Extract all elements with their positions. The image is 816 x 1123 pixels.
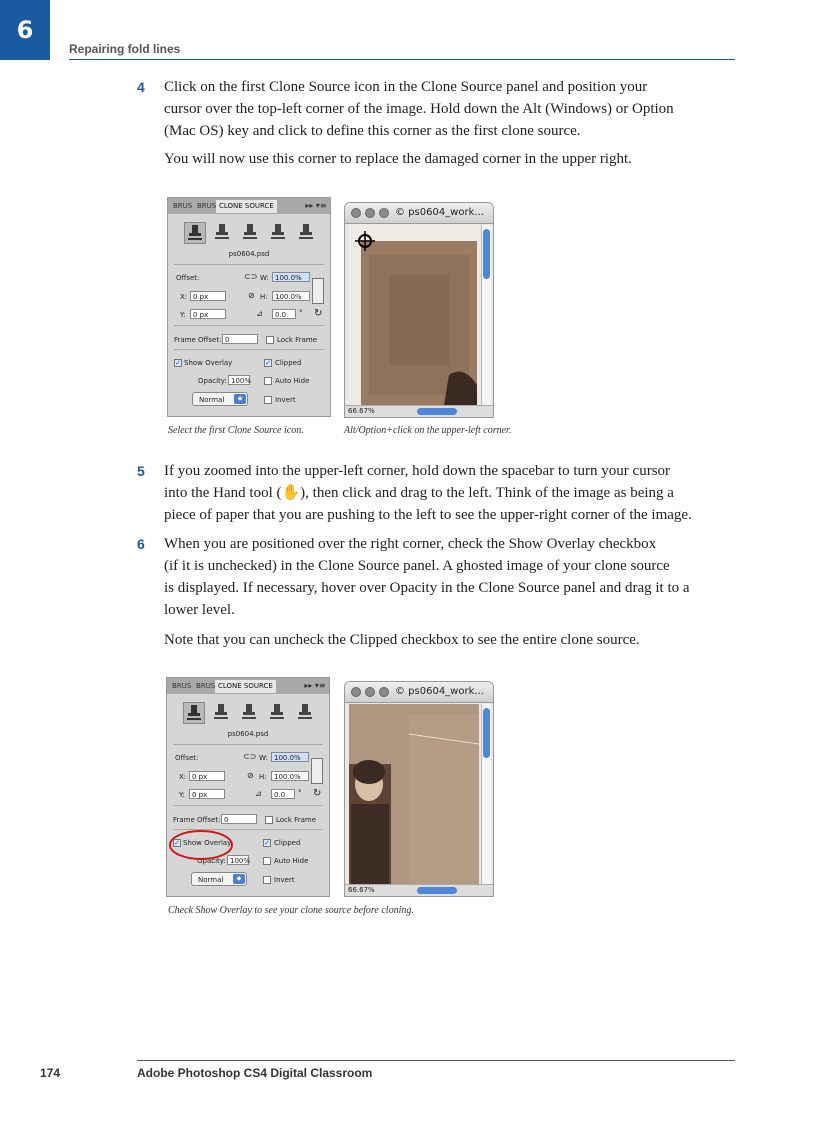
crosshair-cursor-icon xyxy=(355,231,375,251)
width-label: W: xyxy=(260,274,269,282)
source-file-name: ps0604.psd xyxy=(228,250,270,258)
flip-icon[interactable] xyxy=(312,278,324,304)
chapter-number-tab: 6 xyxy=(0,0,50,60)
blend-mode-value: Normal xyxy=(199,396,225,404)
tab-brush-presets[interactable]: BRUS xyxy=(197,202,217,210)
highlight-circle-icon xyxy=(167,828,237,862)
divider xyxy=(174,264,324,265)
y-label: Y: xyxy=(179,791,185,799)
window-title: © ps0604_work... xyxy=(395,686,484,697)
frame-offset-field[interactable]: 0 xyxy=(221,814,257,824)
divider xyxy=(173,805,323,806)
lock-frame-label: Lock Frame xyxy=(276,816,316,824)
text-line: lower level. xyxy=(164,602,235,618)
clone-stamp-icon[interactable] xyxy=(212,222,232,242)
blend-mode-select[interactable] xyxy=(192,392,248,406)
caption: Check Show Overlay to see your clone source before cloning. xyxy=(168,905,414,916)
divider xyxy=(174,325,324,326)
tab-brush[interactable]: BRUS xyxy=(173,202,193,210)
panel-tab-bar xyxy=(168,198,330,214)
clone-stamp-icon[interactable] xyxy=(211,702,231,722)
clone-source-panel xyxy=(167,197,331,417)
photo-image xyxy=(349,225,479,405)
clipped-checkbox[interactable]: ✓ xyxy=(264,839,270,847)
clone-source-icons xyxy=(184,222,324,244)
header-rule xyxy=(69,59,735,60)
y-offset-field[interactable]: 0 px xyxy=(189,789,225,799)
frame-offset-label: Frame Offset: xyxy=(174,336,222,344)
invert-checkbox[interactable] xyxy=(264,396,272,404)
text-line: Click on the first Clone Source icon in the Clone Source panel and position your xyxy=(164,79,648,95)
reset-icon[interactable]: ↻ xyxy=(314,308,323,319)
book-title: Adobe Photoshop CS4 Digital Classroom xyxy=(137,1066,373,1080)
blend-mode-value: Normal xyxy=(198,876,224,884)
clone-stamp-icon[interactable] xyxy=(268,222,288,242)
clone-stamp-icon[interactable] xyxy=(240,222,260,242)
height-label: H: xyxy=(259,773,267,781)
tab-clone-source[interactable]: CLONE SOURCE xyxy=(215,680,276,693)
vertical-scrollbar[interactable] xyxy=(481,225,491,405)
step-number: 4 xyxy=(137,79,145,95)
text-line: cursor over the top-left corner of the image. Hold down the Alt (Windows) or Option xyxy=(164,101,674,117)
y-offset-field[interactable]: 0 px xyxy=(190,309,226,319)
angle-field[interactable]: 0.0 xyxy=(271,789,295,799)
text-line: (if it is unchecked) in the Clone Source panel. A ghosted image of your clone source xyxy=(164,558,670,574)
clone-stamp-icon[interactable] xyxy=(296,222,316,242)
tab-brush-presets[interactable]: BRUS xyxy=(196,682,216,690)
clone-stamp-icon[interactable] xyxy=(267,702,287,722)
panel-menu-button[interactable]: ▸▸ ▾≡ xyxy=(304,681,326,690)
text-line: piece of paper that you are pushing to the left to see the upper-right corner of the image. xyxy=(164,507,692,523)
paragraph-after-step4: You will now use this corner to replace the damaged corner in the upper right. xyxy=(164,151,632,167)
window-title-bar xyxy=(345,203,493,224)
opacity-label[interactable]: Opacity: xyxy=(198,377,227,385)
show-overlay-checkbox[interactable]: ✓ xyxy=(175,359,181,367)
close-button[interactable] xyxy=(351,208,361,218)
angle-icon: ⊿ xyxy=(255,789,262,798)
x-label: X: xyxy=(180,293,188,301)
tab-clone-source[interactable]: CLONE SOURCE xyxy=(216,200,277,213)
step-number: 6 xyxy=(137,536,145,552)
offset-label: Offset: xyxy=(176,274,200,282)
frame-offset-label: Frame Offset: xyxy=(173,816,221,824)
step-text xyxy=(164,460,744,526)
scroll-thumb[interactable] xyxy=(483,229,490,279)
opacity-field[interactable]: 100% xyxy=(228,375,250,385)
degree-label: ° xyxy=(299,309,303,317)
document-window xyxy=(344,681,494,897)
width-field[interactable]: 100.0% xyxy=(271,752,309,762)
x-label: X: xyxy=(179,773,187,781)
step-number: 5 xyxy=(137,463,145,479)
link-icon: ⊂⊃ xyxy=(244,272,258,281)
auto-hide-checkbox[interactable] xyxy=(263,857,271,865)
link-icon: ⊂⊃ xyxy=(243,752,257,761)
angle-field[interactable]: 0.0 xyxy=(272,309,296,319)
window-title-bar xyxy=(345,682,493,703)
caption: Select the first Clone Source icon. xyxy=(168,425,304,436)
clone-stamp-icon[interactable] xyxy=(239,702,259,722)
image-canvas[interactable] xyxy=(349,225,479,405)
source-file-name: ps0604.psd xyxy=(227,730,269,738)
scroll-thumb[interactable] xyxy=(483,708,490,758)
clone-stamp-icon[interactable] xyxy=(184,222,206,244)
zoom-button[interactable] xyxy=(379,687,389,697)
height-label: H: xyxy=(260,293,268,301)
frame-offset-field[interactable]: 0 xyxy=(222,334,258,344)
opacity-field[interactable]: 100% xyxy=(227,855,249,865)
select-arrow-icon: ◆ xyxy=(233,874,245,884)
photo-image xyxy=(349,704,479,884)
panel-tab-bar xyxy=(167,678,329,694)
invert-label: Invert xyxy=(275,396,296,404)
clipped-label: Clipped xyxy=(275,359,302,367)
degree-label: ° xyxy=(298,789,302,797)
minimize-button[interactable] xyxy=(365,208,375,218)
height-field[interactable]: 100.0% xyxy=(272,291,310,301)
x-offset-field[interactable]: 0 px xyxy=(189,771,225,781)
zoom-level[interactable]: 66.67% xyxy=(348,407,375,415)
clone-stamp-icon[interactable] xyxy=(183,702,205,724)
window-title: © ps0604_work... xyxy=(395,207,484,218)
footer-rule xyxy=(137,1060,735,1061)
flip-icon[interactable] xyxy=(311,758,323,784)
clone-stamp-icon[interactable] xyxy=(295,702,315,722)
auto-hide-label: Auto Hide xyxy=(275,377,310,385)
image-canvas[interactable] xyxy=(349,704,479,884)
document-window xyxy=(344,202,494,418)
zoom-level[interactable]: 66.67% xyxy=(348,886,375,894)
show-overlay-checkbox[interactable]: ✓ xyxy=(174,839,180,847)
close-button[interactable] xyxy=(351,687,361,697)
select-arrow-icon: ◆ xyxy=(234,394,246,404)
y-label: Y: xyxy=(180,311,186,319)
minimize-button[interactable] xyxy=(365,687,375,697)
step-text xyxy=(164,533,744,621)
panel-menu-button[interactable]: ▸▸ ▾≡ xyxy=(305,201,327,210)
auto-hide-checkbox[interactable] xyxy=(264,377,272,385)
page-number: 174 xyxy=(40,1066,61,1080)
height-field[interactable]: 100.0% xyxy=(271,771,309,781)
lock-frame-checkbox[interactable] xyxy=(265,816,273,824)
reset-icon[interactable]: ↻ xyxy=(313,788,322,799)
auto-hide-label: Auto Hide xyxy=(274,857,309,865)
horizontal-scroll-thumb[interactable] xyxy=(417,887,457,894)
angle-icon: ⊿ xyxy=(256,309,263,318)
status-bar xyxy=(345,884,493,896)
divider xyxy=(173,744,323,745)
lock-frame-checkbox[interactable] xyxy=(266,336,274,344)
status-bar xyxy=(345,405,493,417)
step-text xyxy=(164,76,744,142)
clone-source-icons xyxy=(183,702,323,724)
text-line: into the Hand tool (✋), then click and drag to the left. Think of the image as being a xyxy=(164,485,674,501)
show-overlay-label: Show Overlay xyxy=(183,839,232,847)
divider xyxy=(174,349,324,350)
text-line: When you are positioned over the right corner, check the Show Overlay checkbox xyxy=(164,536,657,552)
paragraph-after-step6: Note that you can uncheck the Clipped checkbox to see the entire clone source. xyxy=(164,632,640,648)
clone-source-panel xyxy=(166,677,330,897)
invert-checkbox[interactable] xyxy=(263,876,271,884)
chain-icon[interactable]: ⊘ xyxy=(248,291,255,300)
clipped-label: Clipped xyxy=(274,839,301,847)
text-line: (Mac OS) key and click to define this corner as the first clone source. xyxy=(164,123,581,139)
chain-icon[interactable]: ⊘ xyxy=(247,771,254,780)
width-field[interactable]: 100.0% xyxy=(272,272,310,282)
zoom-button[interactable] xyxy=(379,208,389,218)
tab-brush[interactable]: BRUS xyxy=(172,682,192,690)
running-head: Repairing fold lines xyxy=(69,42,181,56)
opacity-label[interactable]: Opacity: xyxy=(197,857,226,865)
text-line: If you zoomed into the upper-left corner, hold down the spacebar to turn your cursor xyxy=(164,463,671,479)
horizontal-scroll-thumb[interactable] xyxy=(417,408,457,415)
blend-mode-select[interactable] xyxy=(191,872,247,886)
x-offset-field[interactable]: 0 px xyxy=(190,291,226,301)
lock-frame-label: Lock Frame xyxy=(277,336,317,344)
offset-label: Offset: xyxy=(175,754,199,762)
invert-label: Invert xyxy=(274,876,295,884)
clipped-checkbox[interactable]: ✓ xyxy=(265,359,271,367)
text-line: is displayed. If necessary, hover over Opacity in the Clone Source panel and drag it to a xyxy=(164,580,690,596)
width-label: W: xyxy=(259,754,268,762)
vertical-scrollbar[interactable] xyxy=(481,704,491,884)
show-overlay-label: Show Overlay xyxy=(184,359,233,367)
caption: Alt/Option+click on the upper-left corner. xyxy=(344,425,512,436)
